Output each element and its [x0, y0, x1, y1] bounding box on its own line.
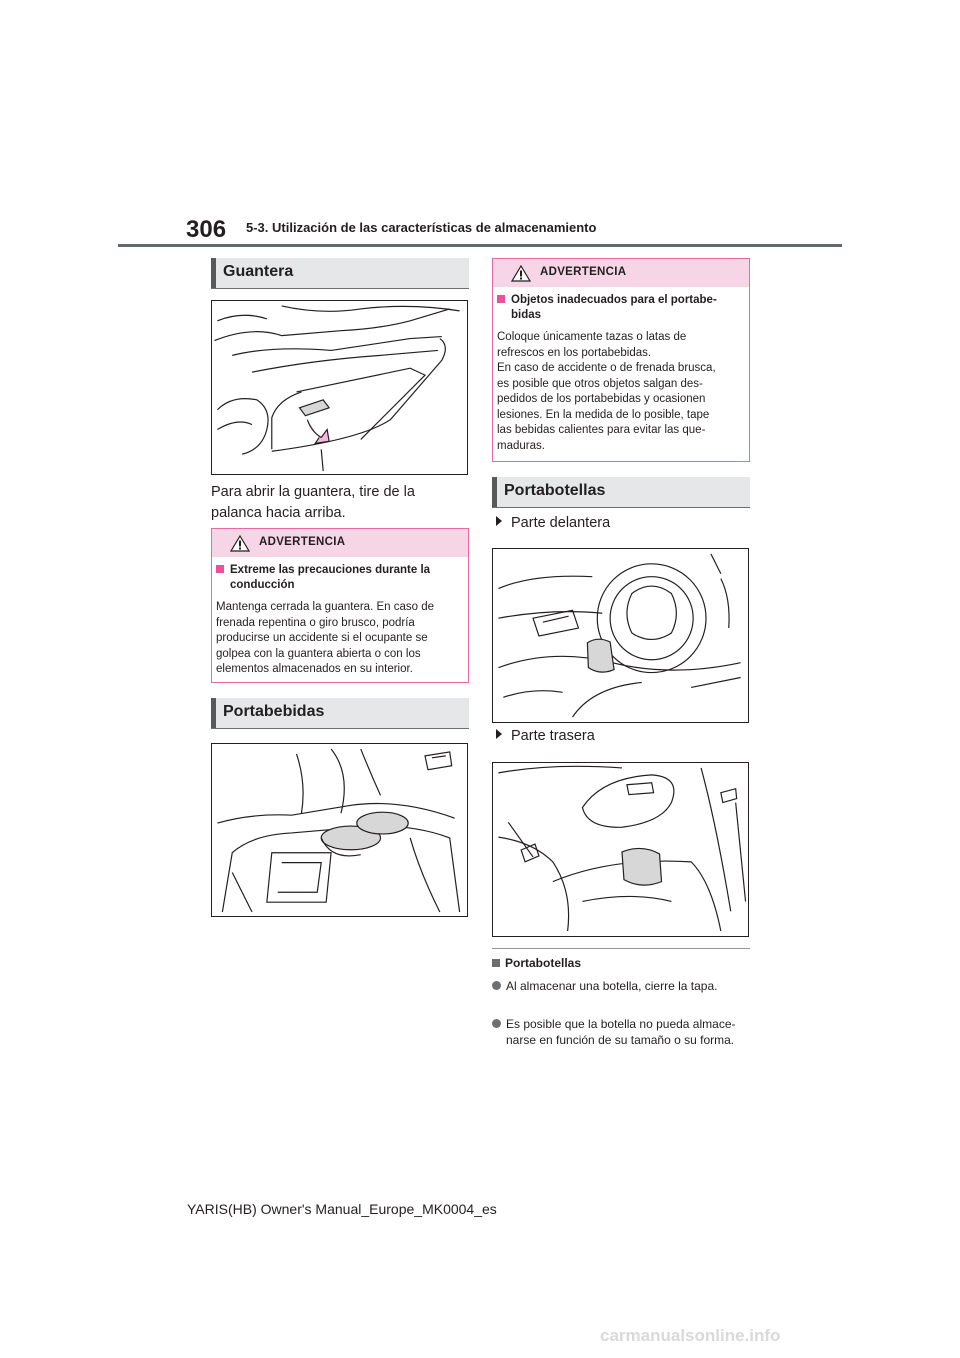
note-divider	[492, 948, 750, 949]
warning-body	[497, 330, 745, 454]
front-label	[496, 515, 610, 531]
arrow-bullet-icon	[496, 729, 502, 739]
subtitle-line: Objetos inadecuados para el portabe-	[511, 294, 717, 306]
subtitle-line: bidas	[511, 309, 542, 321]
header-rule	[118, 244, 842, 247]
warning-subtitle	[497, 293, 745, 323]
square-bullet-icon	[216, 565, 224, 573]
heading-label: Portabotellas	[504, 482, 606, 499]
warning-triangle-icon	[511, 265, 531, 282]
warning-title: ADVERTENCIA	[540, 266, 627, 278]
body-line: lesiones. En la medida de lo posible, tape	[497, 408, 710, 421]
heading-label: Guantera	[223, 263, 294, 280]
section-heading-cupholder	[211, 698, 469, 729]
body-line: producirse un accidente si el ocupante se	[216, 632, 428, 644]
note-heading-text: Portabotellas	[505, 956, 582, 970]
body-line: frenada repentina o giro brusco, podría	[216, 616, 415, 629]
dot-bullet-icon	[492, 1019, 501, 1028]
warning-header	[212, 529, 468, 557]
section-heading-glovebox	[211, 258, 469, 289]
subtitle-line: conducción	[230, 579, 295, 591]
note-bullet	[492, 978, 768, 994]
cupholder-illustration	[211, 743, 468, 917]
warning-subtitle	[216, 563, 464, 593]
body-line: maduras.	[497, 439, 545, 452]
warning-body	[216, 600, 464, 678]
body-line: elementos almacenados en su interior.	[216, 663, 413, 675]
body-line: Coloque únicamente tazas o latas de	[497, 331, 687, 343]
body-line: las bebidas calientes para evitar las que-	[497, 424, 706, 436]
front-bottleholder-illustration	[492, 548, 749, 723]
chapter-title: 5-3. Utilización de las características de almacenamiento	[246, 220, 597, 235]
page-number: 306	[186, 216, 227, 243]
section-heading-bottleholder	[492, 477, 750, 508]
rear-label-text: Parte trasera	[511, 728, 595, 744]
glovebox-instructions	[211, 482, 469, 524]
note-bullet	[492, 1016, 768, 1048]
text-line: palanca hacia arriba.	[211, 505, 346, 521]
watermark: carmanualsonline.info	[600, 1326, 781, 1345]
body-line: refrescos en los portabebidas.	[497, 346, 652, 359]
warning-header	[493, 259, 749, 287]
body-line: es posible que otros objetos salgan des-	[497, 377, 703, 390]
body-line: En caso de accidente o de frenada brusca,	[497, 362, 716, 374]
subtitle-line: Extreme las precauciones durante la	[230, 564, 431, 576]
body-line: golpea con la guantera abierta o con los	[216, 647, 421, 660]
text-line: Para abrir la guantera, tire de la	[211, 484, 415, 500]
footer-text: YARIS(HB) Owner's Manual_Europe_MK0004_es	[187, 1201, 497, 1217]
note-heading	[492, 956, 581, 970]
warning-box-glovebox	[211, 528, 469, 683]
arrow-bullet-icon	[496, 516, 502, 526]
dot-bullet-icon	[492, 981, 501, 990]
body-line: pedidos de los portabebidas y ocasionen	[497, 393, 706, 405]
warning-title: ADVERTENCIA	[259, 536, 346, 548]
bullet-text: narse en función de su tamaño o su forma.	[506, 1033, 735, 1047]
glovebox-illustration	[211, 300, 468, 475]
warning-box-cupholder	[492, 258, 750, 462]
front-label-text: Parte delantera	[511, 515, 611, 531]
rear-bottleholder-illustration	[492, 762, 749, 937]
warning-triangle-icon	[230, 535, 250, 552]
square-bullet-icon	[497, 295, 505, 303]
bullet-text: Al almacenar una botella, cierre la tapa.	[506, 979, 718, 993]
bullet-text: Es posible que la botella no pueda almace-	[506, 1017, 736, 1031]
rear-label	[496, 728, 595, 744]
square-bullet-icon	[492, 959, 500, 967]
body-line: Mantenga cerrada la guantera. En caso de	[216, 601, 435, 613]
heading-label: Portabebidas	[223, 703, 325, 720]
